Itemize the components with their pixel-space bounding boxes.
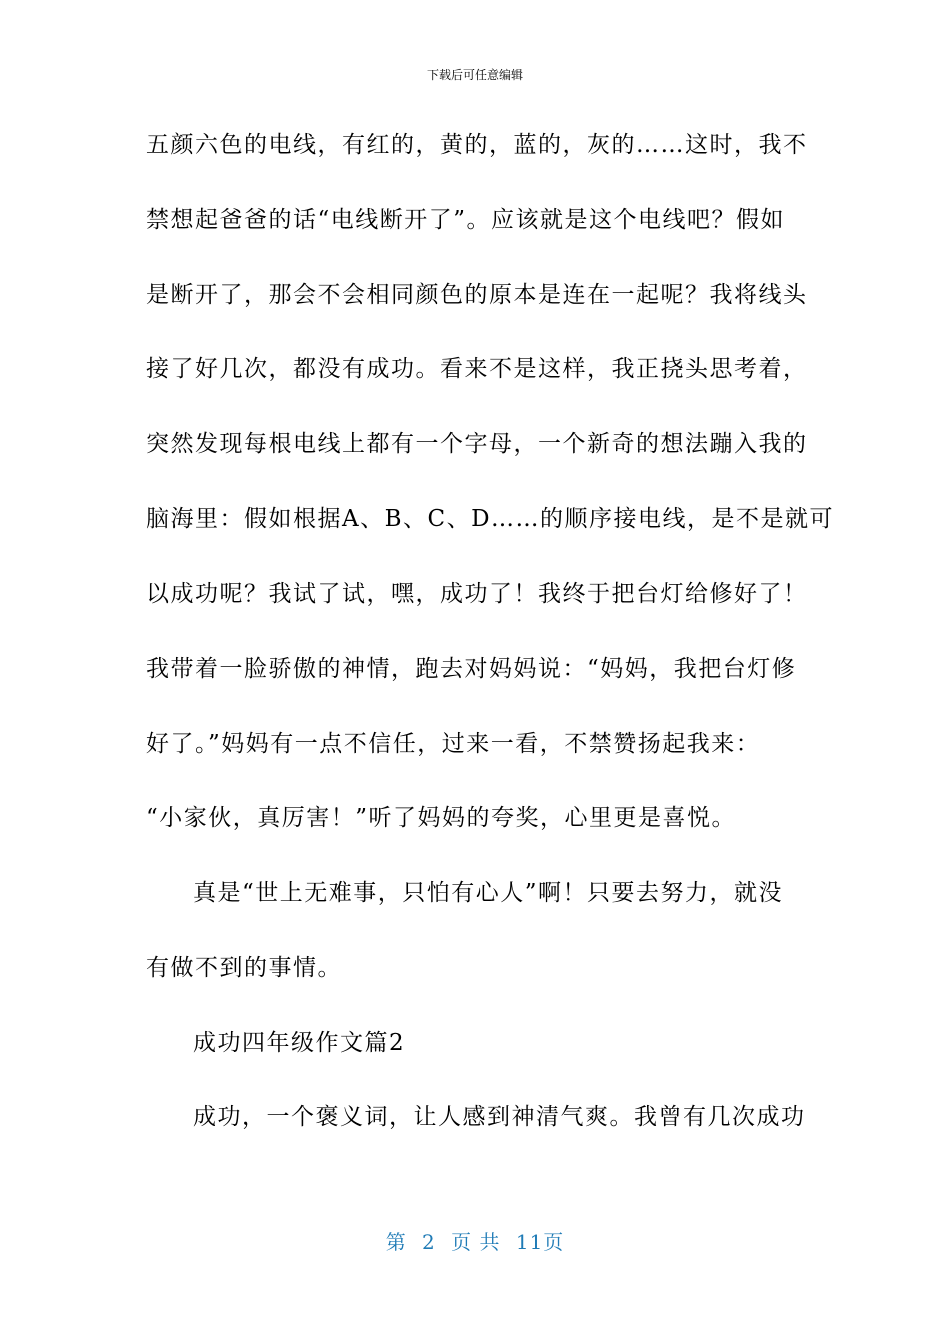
body-line: 禁想起爸爸的话“电线断开了”。应该就是这个电线吧？假如	[146, 207, 786, 233]
body-line: 接了好几次，都没有成功。看来不是这样，我正挠头思考着，	[146, 356, 808, 382]
header-note: 下载后可任意编辑	[426, 68, 523, 82]
body-line: 有做不到的事情。	[146, 955, 342, 981]
page-label-mid: 页 共	[451, 1230, 501, 1254]
body-line: 真是“世上无难事，只怕有心人”啊！只要去努力，就没	[193, 880, 784, 906]
page-label-prefix: 第	[385, 1230, 407, 1254]
body-line: 成功，一个褒义词，让人感到神清气爽。我曾有几次成功	[193, 1104, 806, 1130]
body-line: “小家伙，真厉害！”听了妈妈的夸奖，心里更是喜悦。	[146, 805, 737, 831]
body-line: 以成功呢？我试了试，嘿，成功了！我终于把台灯给修好了！	[146, 581, 808, 607]
body-line: 五颜六色的电线，有红的，黄的，蓝的，灰的……这时，我不	[146, 132, 808, 158]
body-line: 我带着一脸骄傲的神情，跑去对妈妈说：“妈妈，我把台灯修	[146, 656, 797, 682]
page-total: 11页	[515, 1230, 565, 1254]
section-heading: 成功四年级作文篇2	[193, 1030, 406, 1056]
body-line: 脑海里：假如根据A、B、C、D……的顺序接电线，是不是就可	[146, 506, 835, 532]
body-line: 好了。”妈妈有一点不信任，过来一看，不禁赞扬起我来：	[146, 731, 761, 757]
body-line: 是断开了，那会不会相同颜色的原本是连在一起呢？我将线头	[146, 282, 808, 308]
page-footer	[0, 1226, 950, 1255]
body-line: 突然发现每根电线上都有一个字母，一个新奇的想法蹦入我的	[146, 431, 808, 457]
page-number: 2	[422, 1230, 436, 1254]
